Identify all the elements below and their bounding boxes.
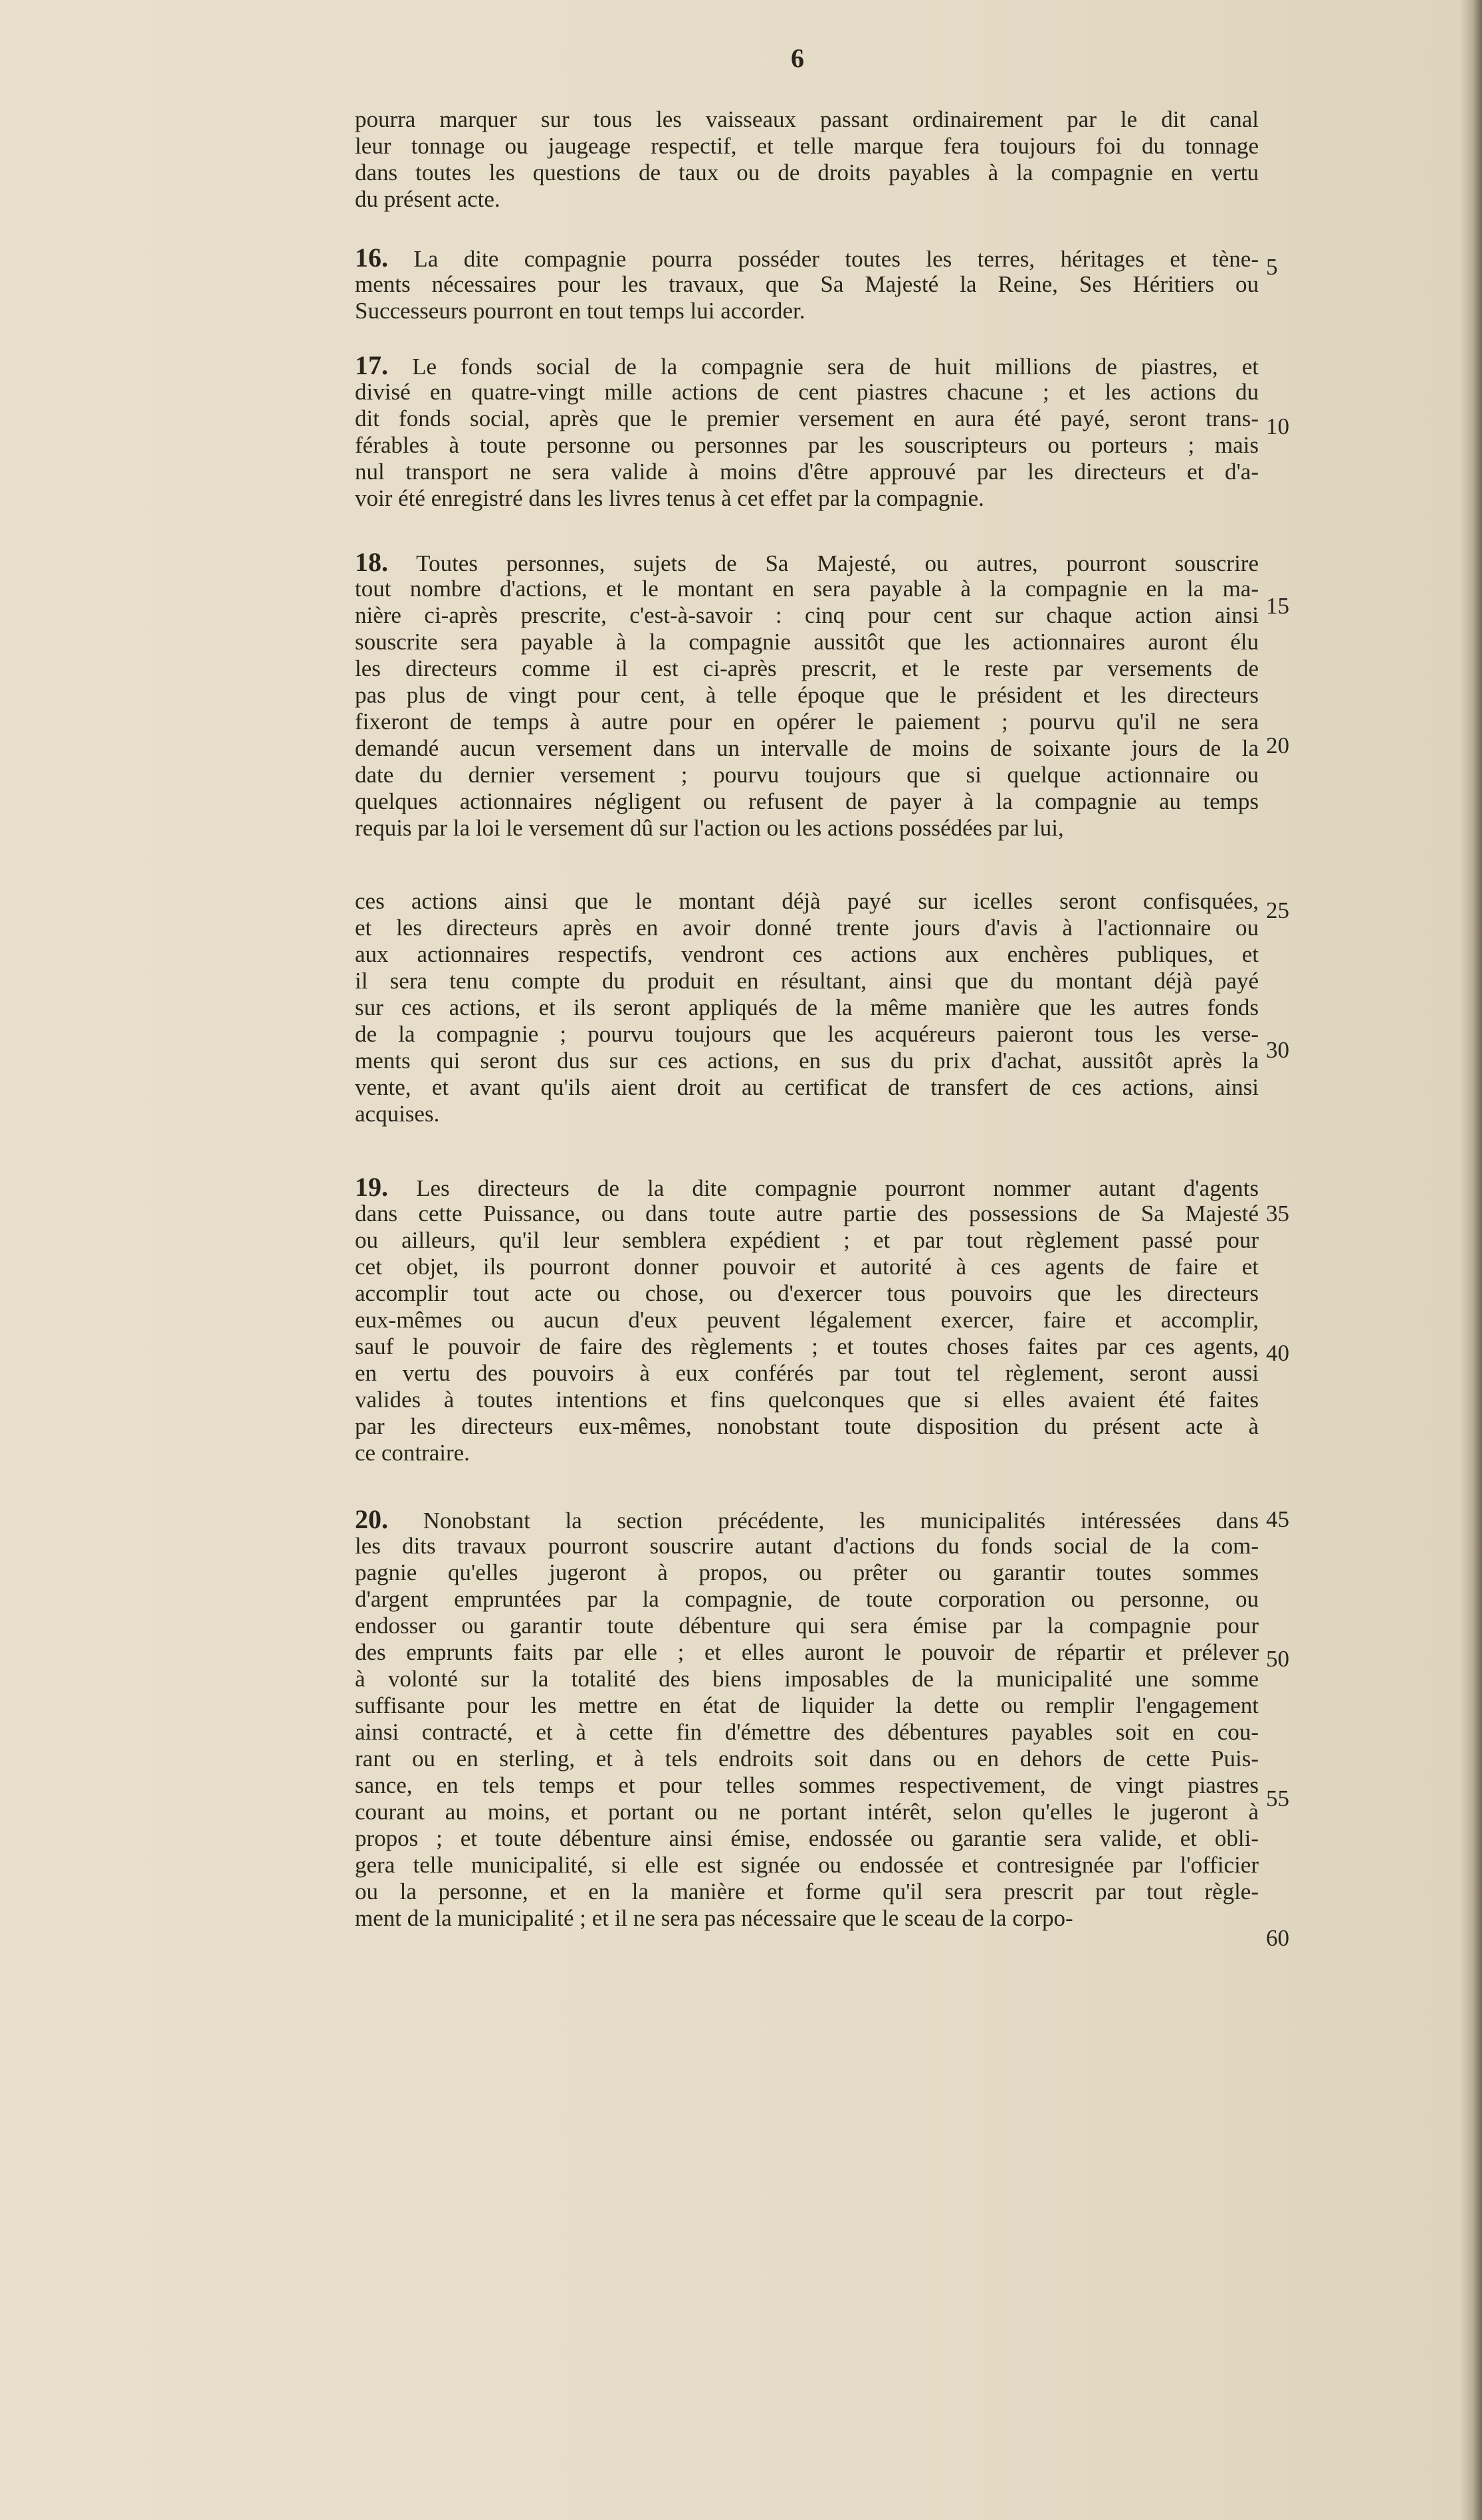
text-line: ou ailleurs, qu'il leur semblera expédient ; et par tout règlement passé pour — [355, 1227, 1259, 1253]
margin-line-number: 15 — [1266, 593, 1289, 619]
margin-line-number: 50 — [1266, 1646, 1289, 1672]
text-line: ces actions ainsi que le montant déjà payé sur icelles seront confisquées, — [355, 888, 1259, 914]
section-20 — [355, 1506, 1259, 1932]
text-line: nière ci-après prescrite, c'est-à-savoir : cinq pour cent sur chaque action ainsi — [355, 602, 1259, 628]
margin-line-number: 55 — [1266, 1785, 1289, 1811]
text-line — [355, 352, 1259, 379]
text-line: ments nécessaires pour les travaux, que Sa Majesté la Reine, Ses Héritiers ou — [355, 271, 1259, 297]
margin-line-number: 20 — [1266, 733, 1289, 758]
paragraph — [355, 888, 1259, 1127]
text-line: valides à toutes intentions et fins quelconques que si elles avaient été faites — [355, 1387, 1259, 1413]
text-line: pourra marquer sur tous les vaisseaux passant ordinairement par le dit canal — [355, 106, 1259, 132]
text-line: vente, et avant qu'ils aient droit au certificat de transfert de ces actions, ainsi — [355, 1074, 1259, 1100]
margin-line-number: 5 — [1266, 254, 1278, 280]
text-line — [355, 1174, 1259, 1201]
text-line: gera telle municipalité, si elle est signée ou endossée et contresignée par l'officier — [355, 1852, 1259, 1878]
section-number: 19. — [355, 1172, 388, 1202]
text-line: nul transport ne sera valide à moins d'être approuvé par les directeurs et d'a- — [355, 459, 1259, 485]
section-17 — [355, 352, 1259, 512]
text-line: férables à toute personne ou personnes par les souscripteurs ou porteurs ; mais — [355, 432, 1259, 458]
section-18 — [355, 549, 1259, 842]
text-line: propos ; et toute débenture ainsi émise, endossée ou garantie sera valide, et obli- — [355, 1825, 1259, 1851]
section-number: 20. — [355, 1504, 388, 1534]
text-line: dit fonds social, après que le premier versement en aura été payé, seront trans- — [355, 405, 1259, 431]
text-line: cet objet, ils pourront donner pouvoir et autorité à ces agents de faire et — [355, 1254, 1259, 1280]
text-line-content: Toutes personnes, sujets de Sa Majesté, ou autres, pourront souscrire — [388, 550, 1259, 576]
margin-line-number: 45 — [1266, 1506, 1289, 1532]
text-line: divisé en quatre-vingt mille actions de cent piastres chacune ; et les actions du — [355, 379, 1259, 405]
text-line: en vertu des pouvoirs à eux conférés par tout tel règlement, seront aussi — [355, 1360, 1259, 1386]
section-19 — [355, 1174, 1259, 1466]
page-number: 6 — [791, 43, 804, 73]
text-line-content: Les directeurs de la dite compagnie pourront nommer autant d'agents — [388, 1175, 1259, 1201]
text-line: leur tonnage ou jaugeage respectif, et telle marque fera toujours foi du tonnage — [355, 133, 1259, 159]
margin-line-number: 35 — [1266, 1201, 1289, 1226]
margin-line-number: 30 — [1266, 1037, 1289, 1063]
margin-line-number: 10 — [1266, 413, 1289, 439]
section-number: 17. — [355, 350, 388, 380]
text-line: date du dernier versement ; pourvu toujours que si quelque actionnaire ou — [355, 762, 1259, 788]
text-line: les dits travaux pourront souscrire autant d'actions du fonds social de la com- — [355, 1533, 1259, 1559]
text-line: par les directeurs eux-mêmes, nonobstant toute disposition du présent acte à — [355, 1413, 1259, 1439]
text-line: quelques actionnaires négligent ou refusent de payer à la compagnie au temps — [355, 788, 1259, 814]
text-line — [355, 549, 1259, 576]
text-line: ou la personne, et en la manière et forme qu'il sera prescrit par tout règle- — [355, 1879, 1259, 1904]
text-line: ce contraire. — [355, 1440, 470, 1466]
text-line: ment de la municipalité ; et il ne sera pas nécessaire que le sceau de la corpo- — [355, 1905, 1073, 1931]
text-line: du présent acte. — [355, 186, 500, 212]
margin-line-number: 60 — [1266, 1925, 1289, 1951]
section-16 — [355, 245, 1259, 324]
text-line: sauf le pouvoir de faire des règlements ; et toutes choses faites par ces agents, — [355, 1333, 1259, 1359]
text-line: sance, en tels temps et pour telles sommes respectivement, de vingt piastres — [355, 1772, 1259, 1798]
text-line: Successeurs pourront en tout temps lui accorder. — [355, 298, 805, 324]
text-line: acquises. — [355, 1101, 440, 1127]
text-line: voir été enregistré dans les livres tenus à cet effet par la compagnie. — [355, 485, 984, 511]
section-number: 16. — [355, 243, 388, 273]
page-edge-shadow — [1459, 0, 1482, 2520]
text-line: ainsi contracté, et à cette fin d'émettre des débentures payables soit en cou- — [355, 1719, 1259, 1745]
text-line: fixeront de temps à autre pour en opérer le paiement ; pourvu qu'il ne sera — [355, 709, 1259, 735]
text-line: sur ces actions, et ils seront appliqués de la même manière que les autres fonds — [355, 994, 1259, 1020]
text-line: il sera tenu compte du produit en résultant, ainsi que du montant déjà payé — [355, 968, 1259, 994]
text-line: souscrite sera payable à la compagnie aussitôt que les actionnaires auront élu — [355, 629, 1259, 655]
text-line: suffisante pour les mettre en état de liquider la dette ou remplir l'engagement — [355, 1692, 1259, 1718]
text-line: endosser ou garantir toute débenture qui sera émise par la compagnie pour — [355, 1613, 1259, 1639]
text-line: accomplir tout acte ou chose, ou d'exercer tous pouvoirs que les directeurs — [355, 1280, 1259, 1306]
text-line: rant ou en sterling, et à tels endroits soit dans ou en dehors de cette Puis- — [355, 1746, 1259, 1772]
paragraph — [355, 106, 1259, 213]
text-line: requis par la loi le versement dû sur l'action ou les actions possédées par lui, — [355, 815, 1064, 841]
text-line: et les directeurs après en avoir donné trente jours d'avis à l'actionnaire ou — [355, 915, 1259, 941]
text-line: à volonté sur la totalité des biens imposables de la municipalité une somme — [355, 1666, 1259, 1692]
text-line: pas plus de vingt pour cent, à telle époque que le président et les directeurs — [355, 682, 1259, 708]
text-line: demandé aucun versement dans un intervalle de moins de soixante jours de la — [355, 735, 1259, 761]
text-line: courant au moins, et portant ou ne portant intérêt, selon qu'elles le jugeront à — [355, 1799, 1259, 1825]
text-line: ments qui seront dus sur ces actions, en sus du prix d'achat, aussitôt après la — [355, 1048, 1259, 1074]
text-line: aux actionnaires respectifs, vendront ces actions aux enchères publiques, et — [355, 941, 1259, 967]
text-line-content: Le fonds social de la compagnie sera de huit millions de piastres, et — [388, 354, 1259, 380]
margin-line-number: 40 — [1266, 1340, 1289, 1366]
text-line: des emprunts faits par elle ; et elles auront le pouvoir de répartir et prélever — [355, 1639, 1259, 1665]
text-line: eux-mêmes ou aucun d'eux peuvent légalement exercer, faire et accomplir, — [355, 1307, 1259, 1333]
text-line-content: Nonobstant la section précédente, les municipalités intéressées dans — [388, 1508, 1259, 1534]
text-line: dans toutes les questions de taux ou de droits payables à la compagnie en vertu — [355, 160, 1259, 185]
text-line: tout nombre d'actions, et le montant en sera payable à la compagnie en la ma- — [355, 576, 1259, 602]
section-number: 18. — [355, 547, 388, 577]
text-line: d'argent empruntées par la compagnie, de toute corporation ou personne, ou — [355, 1586, 1259, 1612]
text-line-content: La dite compagnie pourra posséder toutes les terres, héritages et tène- — [388, 246, 1259, 272]
text-line: pagnie qu'elles jugeront à propos, ou prêter ou garantir toutes sommes — [355, 1559, 1259, 1585]
text-line — [355, 1506, 1259, 1533]
text-line — [355, 245, 1259, 271]
text-line: de la compagnie ; pourvu toujours que les acquéreurs paieront tous les verse- — [355, 1021, 1259, 1047]
margin-line-number: 25 — [1266, 897, 1289, 923]
text-line: dans cette Puissance, ou dans toute autre partie des possessions de Sa Majesté — [355, 1201, 1259, 1226]
text-line: les directeurs comme il est ci-après prescrit, et le reste par versements de — [355, 655, 1259, 681]
